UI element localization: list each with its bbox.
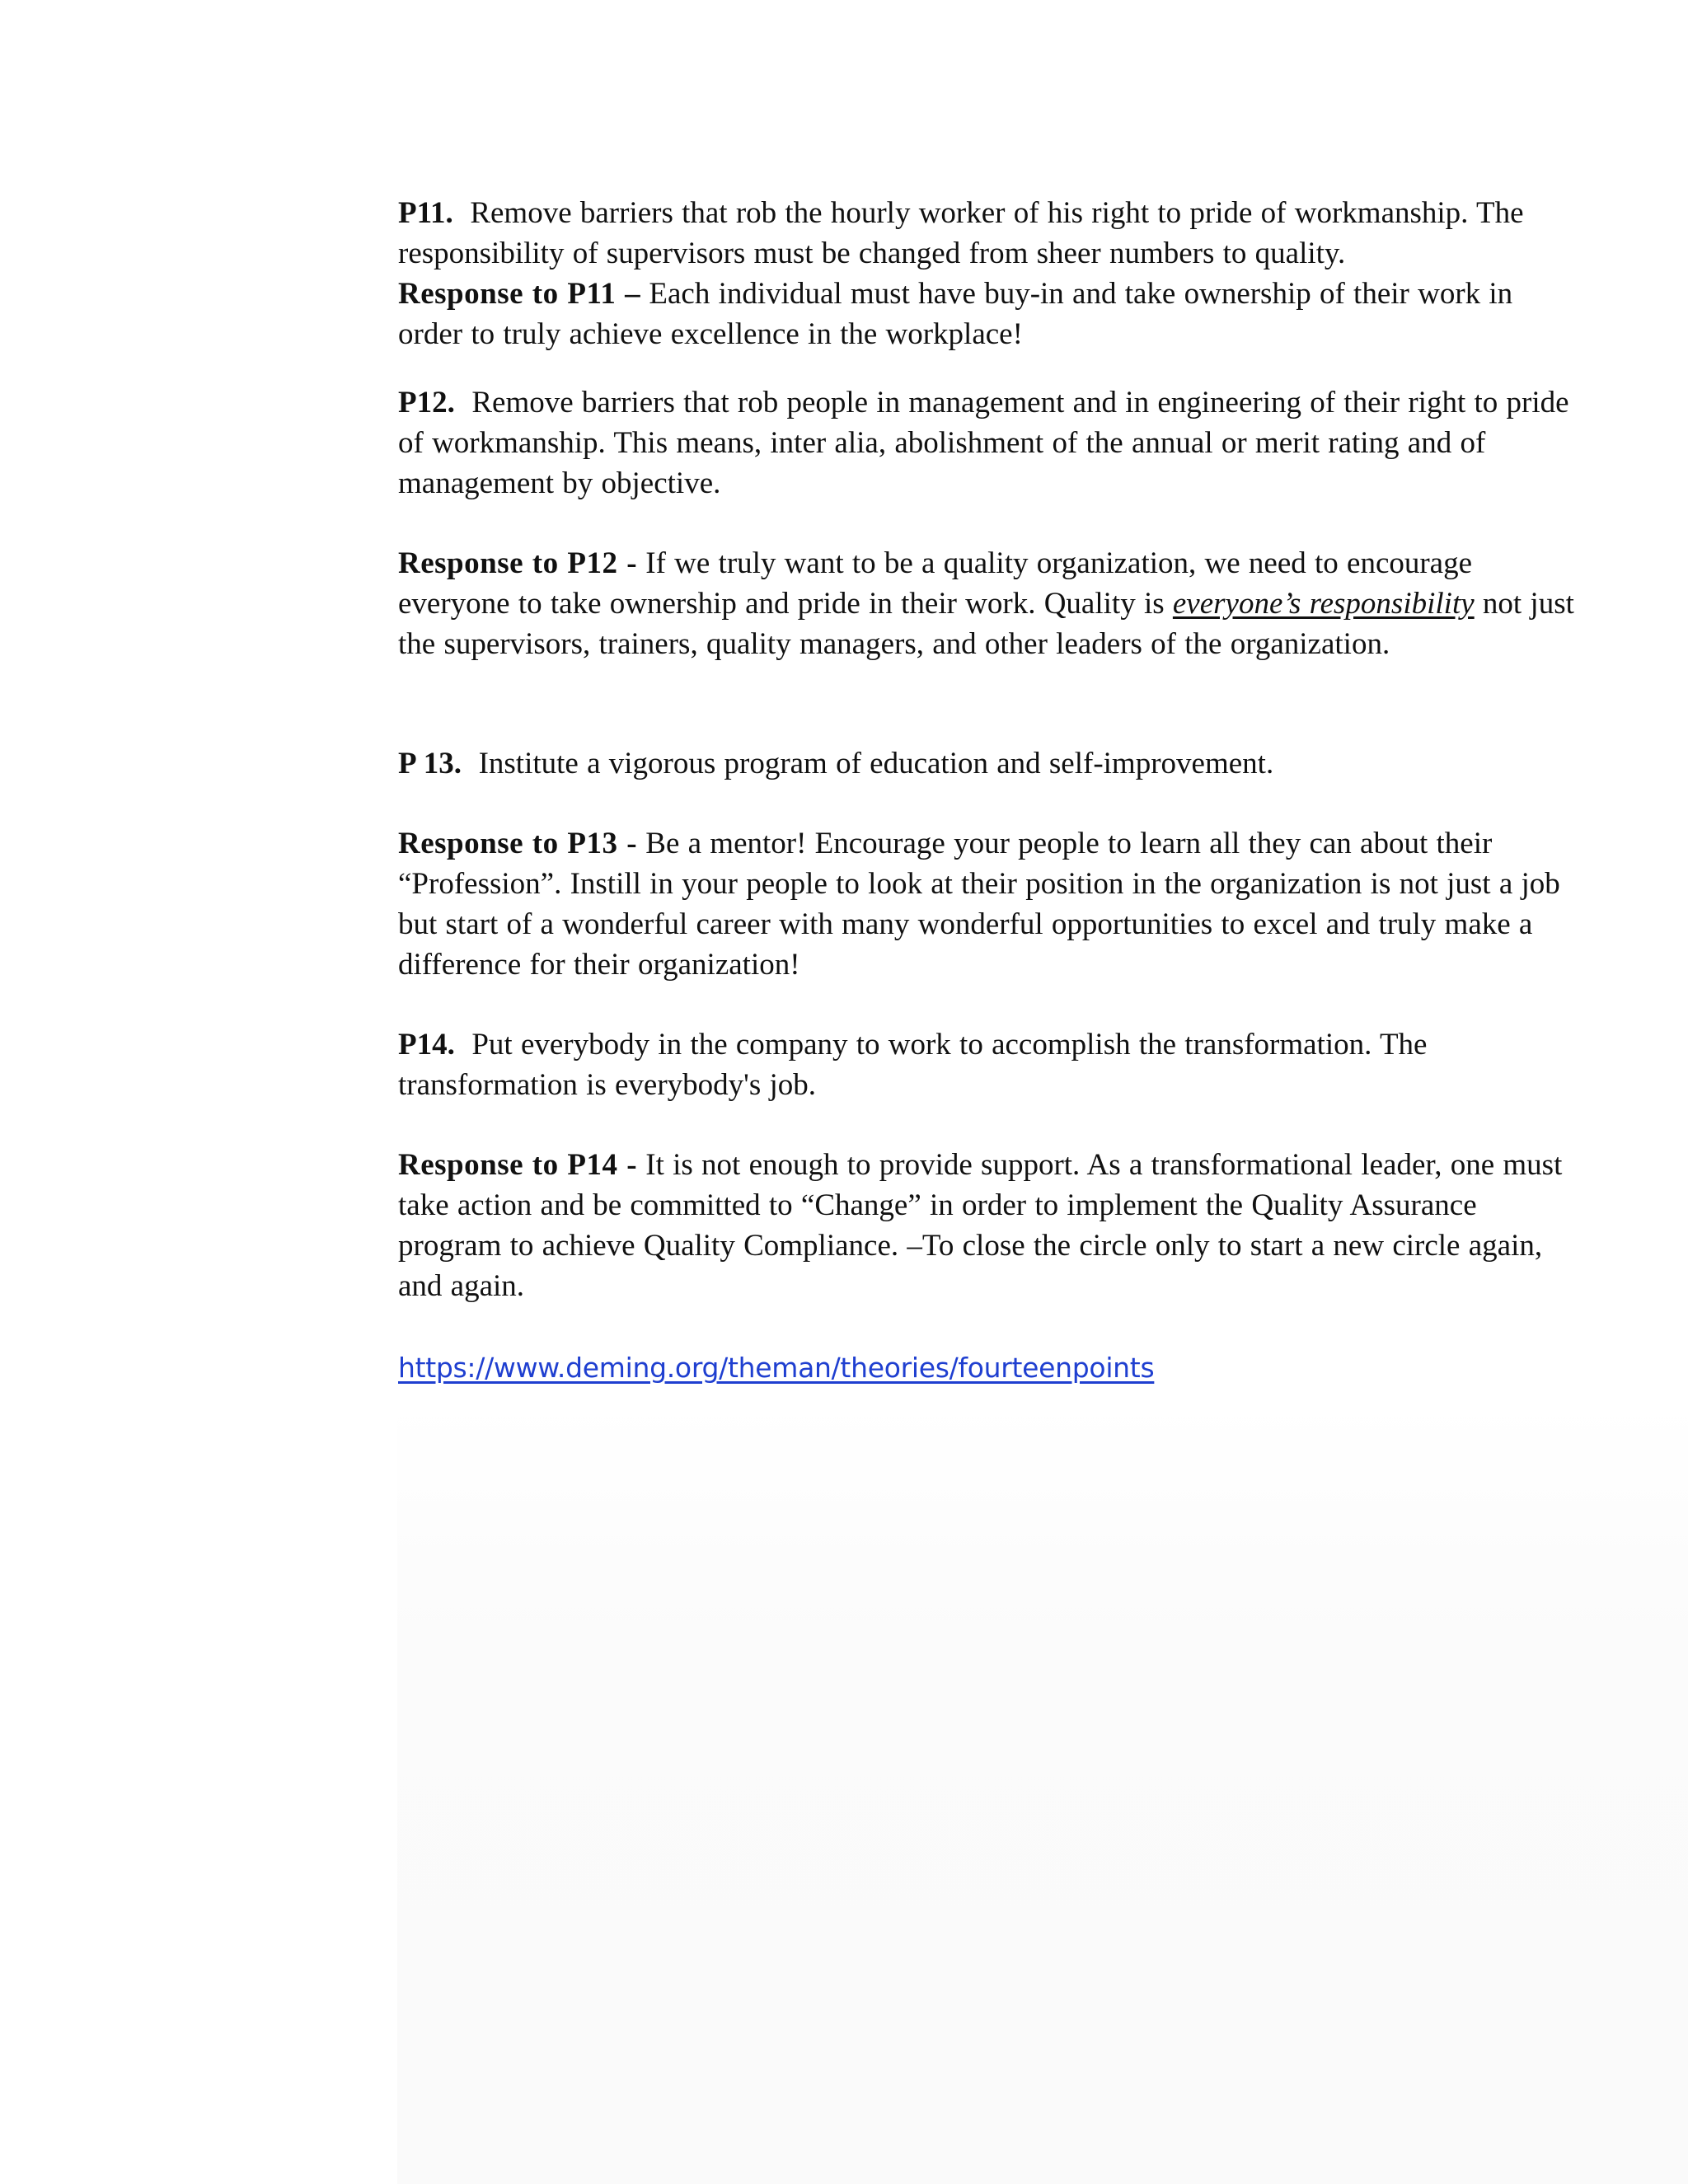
point-label: P14. — [398, 1028, 455, 1062]
point-p12 — [398, 382, 1585, 504]
point-p13 — [398, 743, 1585, 784]
response-text: It is not enough to provide support. As a transformational leader, one must take action and be committed to “Change” in order to implement the Quality Assurance program to achieve Quality Compliance. –To close the circle only to start a new circle again, and again. — [398, 1148, 1563, 1303]
document-body — [398, 193, 1585, 1388]
response-p12 — [398, 543, 1585, 664]
point-text: Remove barriers that rob people in management and in engineering of their right to pride of workmanship. This means, inter alia, abolishment of the annual or merit rating and of management by objective. — [398, 386, 1569, 500]
point-label: P11. — [398, 196, 453, 230]
response-label: Response to P11 – — [398, 277, 641, 311]
point-text: Institute a vigorous program of education and self-improvement. — [478, 747, 1274, 780]
response-text: Each individual must have buy-in and take ownership of their work in order to truly achieve excellence in the workplace! — [398, 277, 1513, 351]
response-text: Be a mentor! Encourage your people to learn all they can about their “Profession”. Instill in your people to look at their position in the organization is not just a job but start of a wonderful career with many wonderful opportunities to excel and truly make a difference for their organization! — [398, 827, 1560, 982]
point-p11 — [398, 193, 1585, 354]
point-text: Put everybody in the company to work to accomplish the transformation. The transformation is everybody's job. — [398, 1028, 1428, 1102]
response-p14 — [398, 1145, 1585, 1306]
source-link[interactable]: https://www.deming.org/theman/theories/fourteenpoints — [398, 1352, 1155, 1384]
point-label: P12. — [398, 386, 455, 419]
response-label: Response to P14 - — [398, 1148, 638, 1182]
response-label: Response to P13 - — [398, 827, 638, 860]
response-text-continued: not just the supervisors, trainers, quality managers, and other leaders of the organization. — [398, 587, 1574, 661]
response-label: Response to P12 - — [398, 546, 638, 580]
point-text: Remove barriers that rob the hourly worker of his right to pride of workmanship. The responsibility of supervisors must be changed from sheer numbers to quality. — [398, 196, 1524, 270]
response-p13 — [398, 823, 1585, 985]
page-shading — [397, 1401, 1688, 2184]
point-label: P 13. — [398, 747, 462, 780]
response-text: If we truly want to be a quality organization, we need to encourage everyone to take ownership and pride in their work. Quality is — [398, 546, 1473, 621]
point-p14 — [398, 1024, 1585, 1105]
response-emphasis: everyone’s responsibility — [1172, 587, 1475, 621]
